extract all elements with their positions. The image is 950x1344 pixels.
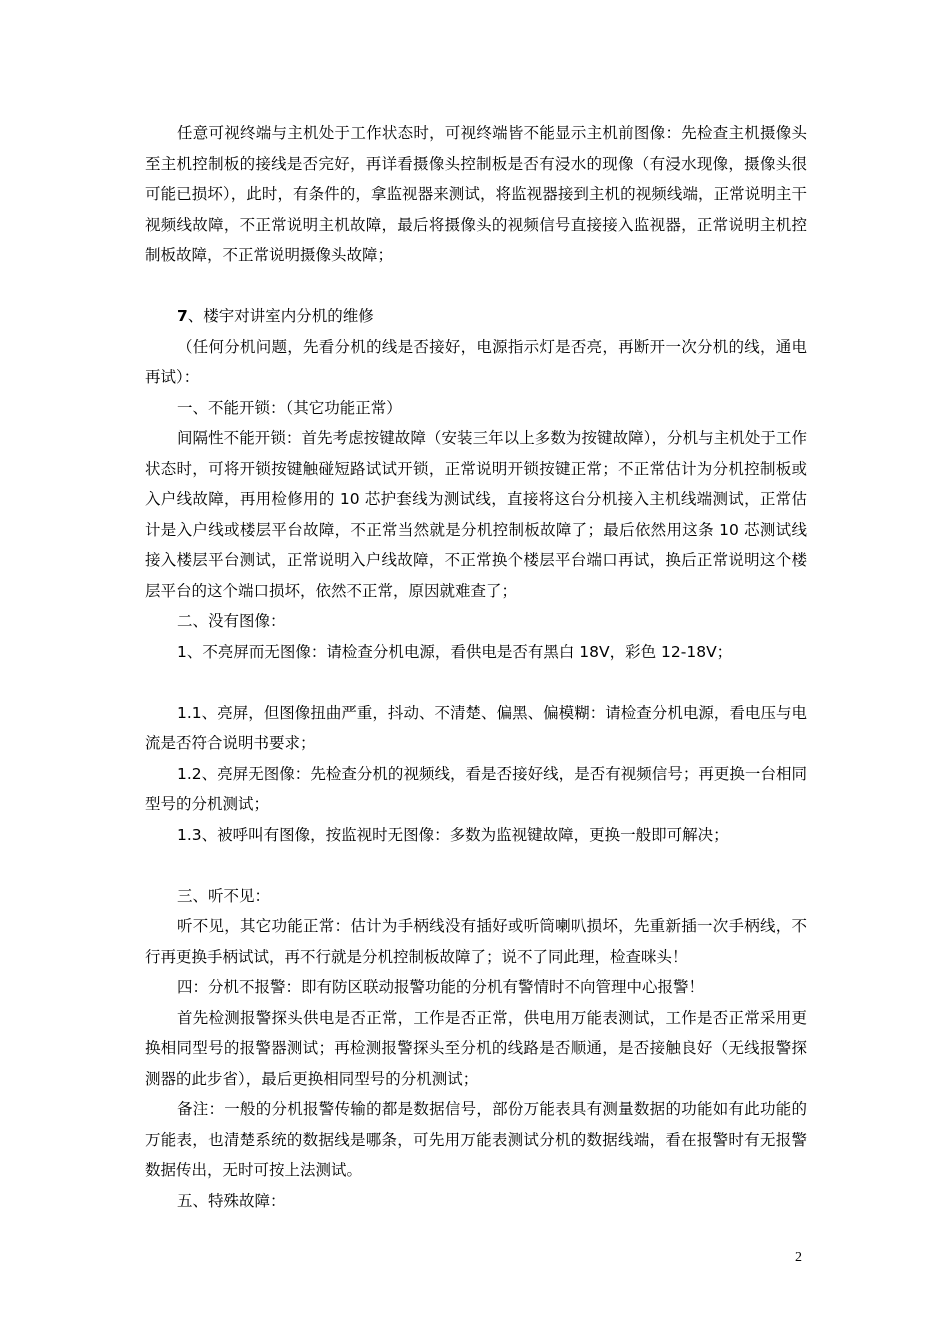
paragraph-1-2: 1.2、亮屏无图像：先检查分机的视频线，看是否接好线，是否有视频信号；再更换一台相同型号的分机测试； (145, 764, 807, 813)
spacer (145, 667, 807, 698)
paragraph-cannot-hear: 听不见，其它功能正常：估计为手柄线没有插好或听筒喇叭损坏，先重新插一次手柄线，不行再更换手柄试试，再不行就是分机控制板故障了；说不了同此理，检查咪头！ (145, 917, 807, 966)
spacer (145, 850, 807, 881)
subheading-cannot-hear: 三、听不见： (177, 886, 271, 905)
subheading-special-faults: 五、特殊故障： (177, 1191, 286, 1210)
paragraph-1-3: 1.3、被呼叫有图像，按监视时无图像：多数为监视键故障，更换一般即可解决； (177, 825, 729, 844)
paragraph-note: 备注：一般的分机报警传输的都是数据信号，部份万能表具有测量数据的功能如有此功能的万能表，也清楚系统的数据线是哪条，可先用万能表测试分机的数据线端，看在报警时有无报警数据传出，无时可按上法测试。 (145, 1100, 807, 1179)
section-number: 7 (177, 307, 188, 325)
paragraph-intermittent-unlock: 间隔性不能开锁：首先考虑按键故障（安装三年以上多数为按键故障），分机与主机处于工作状态时，可将开锁按键触碰短路试试开锁，正常说明开锁按键正常；不正常估计为分机控制板或入户线故障，再用检修用的 10 芯护套线为测试线，直接将这台分机接入主机线端测试，正常估计是入户线或楼层平台故障，不正常当然就是分机控制板故障了；最后依然用这条 10 芯测试线接入楼层平台测试，正常说明入户线故障，不正常换个楼层平台端口再试，换后正常说明这个楼层平台的这个端口损坏，依然不正常，原因就难查了； (145, 429, 807, 600)
page-number: 2 (795, 1250, 802, 1265)
subheading-no-alarm: 四：分机不报警：即有防区联动报警功能的分机有警情时不向管理中心报警！ (177, 978, 705, 996)
paragraph-alarm-check: 首先检测报警探头供电是否正常，工作是否正常，供电用万能表测试，工作是否正常采用更换相同型号的报警器测试；再检测报警探头至分机的线路是否顺通，是否接触良好（无线报警探测器的此步省），最后更换相同型号的分机测试； (145, 1008, 807, 1088)
paragraph-host-camera-troubleshooting: 任意可视终端与主机处于工作状态时，可视终端皆不能显示主机前图像：先检查主机摄像头至主机控制板的接线是否完好，再详看摄像头控制板是否有浸水的现像（有浸水现像，摄像头很可能已损坏），此时，有条件的，拿监视器来测试，将监视器接到主机的视频线端，正常说明主干视频线故障，不正常说明主机故障，最后将摄像头的视频信号直接接入监视器，正常说明主机控制板故障，不正常说明摄像头故障； (145, 124, 807, 264)
section-title: 、楼宇对讲室内分机的维修 (187, 307, 374, 325)
paragraph-1-1: 1.1、亮屏，但图像扭曲严重，抖动、不清楚、偏黑、偏模糊：请检查分机电源，看电压与电流是否符合说明书要求； (145, 703, 807, 752)
paragraph-general-check: （任何分机问题，先看分机的线是否接好，电源指示灯是否亮，再断开一次分机的线，通电再试）： (145, 337, 807, 386)
subheading-cannot-unlock: 一、不能开锁：（其它功能正常） (177, 398, 402, 417)
subheading-no-image: 二、没有图像： (177, 612, 286, 630)
paragraph-no-screen: 1、不亮屏而无图像：请检查分机电源，看供电是否有黑白 18V，彩色 12-18V； (177, 642, 733, 661)
page-body (145, 118, 807, 1216)
section-heading-7 (145, 301, 807, 332)
spacer (145, 271, 807, 302)
